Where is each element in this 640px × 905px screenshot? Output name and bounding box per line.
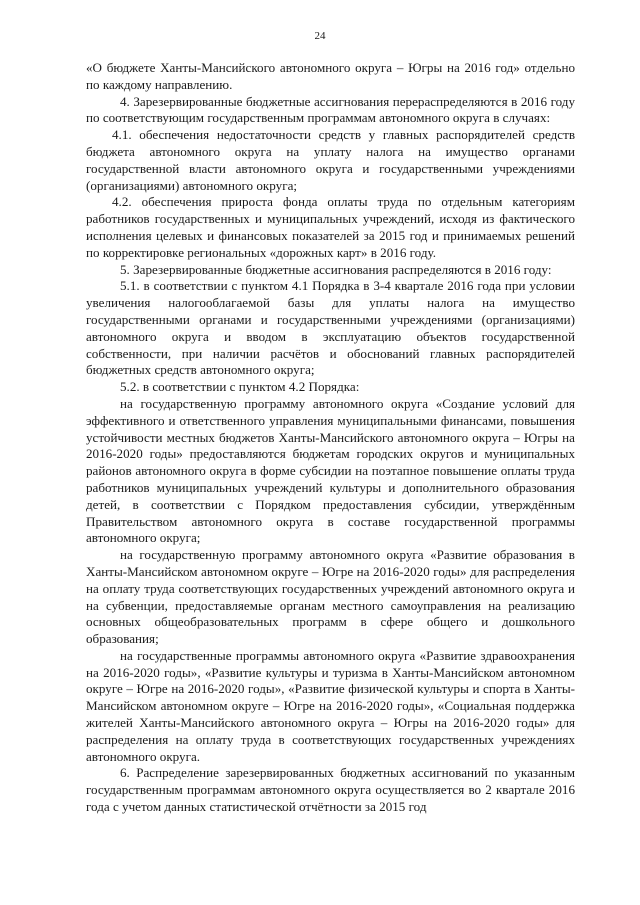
paragraph-item-6: 6. Распределение зарезервированных бюджетных ассигнований по указанным государственным программам автономного округа осуществляется во 2 квартале 2016 года с учетом данных статистической отчётности за 2015 год: [86, 765, 575, 815]
paragraph-item-5-1: 5.1. в соответствии с пунктом 4.1 Порядка в 3-4 квартале 2016 года при условии увеличения налогооблагаемой базы для уплаты налога на имущество государственными органами и государственными учреждениями (организациями) автономного округа и вводом в эксплуатацию объектов государственной собственности, при наличии расчётов и обоснований главных распорядителей бюджетных средств автономного округа;: [86, 278, 575, 378]
document-body: [86, 60, 575, 816]
page-number: 24: [314, 30, 326, 42]
paragraph-program-finances: на государственную программу автономного округа «Создание условий для эффективного и ответственного управления муниципальными финансами, повышения устойчивости местных бюджетов Ханты-Мансийского автономного округа – Югры на 2016-2020 годы» предоставляются бюджетам городских округов и муниципальных районов автономного округа в форме субсидии на поэтапное повышение оплаты труда работников муниципальных учреждений культуры и дополнительного образования детей, в соответствии с Порядком предоставления субсидии, утверждённым Правительством автономного округа в составе государственной программы автономного округа;: [86, 395, 575, 546]
paragraph-item-5: 5. Зарезервированные бюджетные ассигнования распределяются в 2016 году:: [120, 261, 552, 277]
paragraph-program-education: на государственную программу автономного округа «Развитие образования в Ханты-Мансийском автономном округе – Югре на 2016-2020 годы» для распределения на оплату труда соответствующих государственных учреждений автономного округа и на субвенции, предоставляемые органам местного самоуправления на реализацию основных общеобразовательных программ в сфере общего и дошкольного образования;: [86, 547, 575, 647]
paragraph-item-4-2: 4.2. обеспечения прироста фонда оплаты труда по отдельным категориям работников государственных и муниципальных учреждений, исходя из фактического исполнения целевых и финансовых показателей за 2015 год и принимаемых решений по корректировке региональных «дорожных карт» в 2016 году.: [86, 194, 575, 260]
paragraph-continuation: «О бюджете Ханты-Мансийского автономного округа – Югры на 2016 год» отдельно по каждому направлению.: [86, 60, 575, 92]
paragraph-programs-health-culture: на государственные программы автономного округа «Развитие здравоохранения на 2016-2020 годы», «Развитие культуры и туризма в Ханты-Мансийском автономном округе – Югре на 2016-2020 годы», «Развитие физической культуры и спорта в Ханты-Мансийском автономном округе – Югре на 2016-2020 годы», «Социальная поддержка жителей Ханты-Мансийского автономного округа – Югры на 2016-2020 годы» для распределения на оплату труда в соответствующих государственных учреждениях автономного округа.: [86, 647, 575, 764]
paragraph-item-4: 4. Зарезервированные бюджетные ассигнования перераспределяются в 2016 году по соответствующим государственным программам автономного округа в случаях:: [86, 93, 575, 126]
paragraph-item-4-1: 4.1. обеспечения недостаточности средств у главных распорядителей средств бюджета автономного округа на уплату налога на имущество органами государственной власти автономного округа и государственными учреждениями (организациями) автономного округа;: [86, 127, 575, 193]
paragraph-item-5-2: 5.2. в соответствии с пунктом 4.2 Порядка:: [120, 379, 360, 395]
